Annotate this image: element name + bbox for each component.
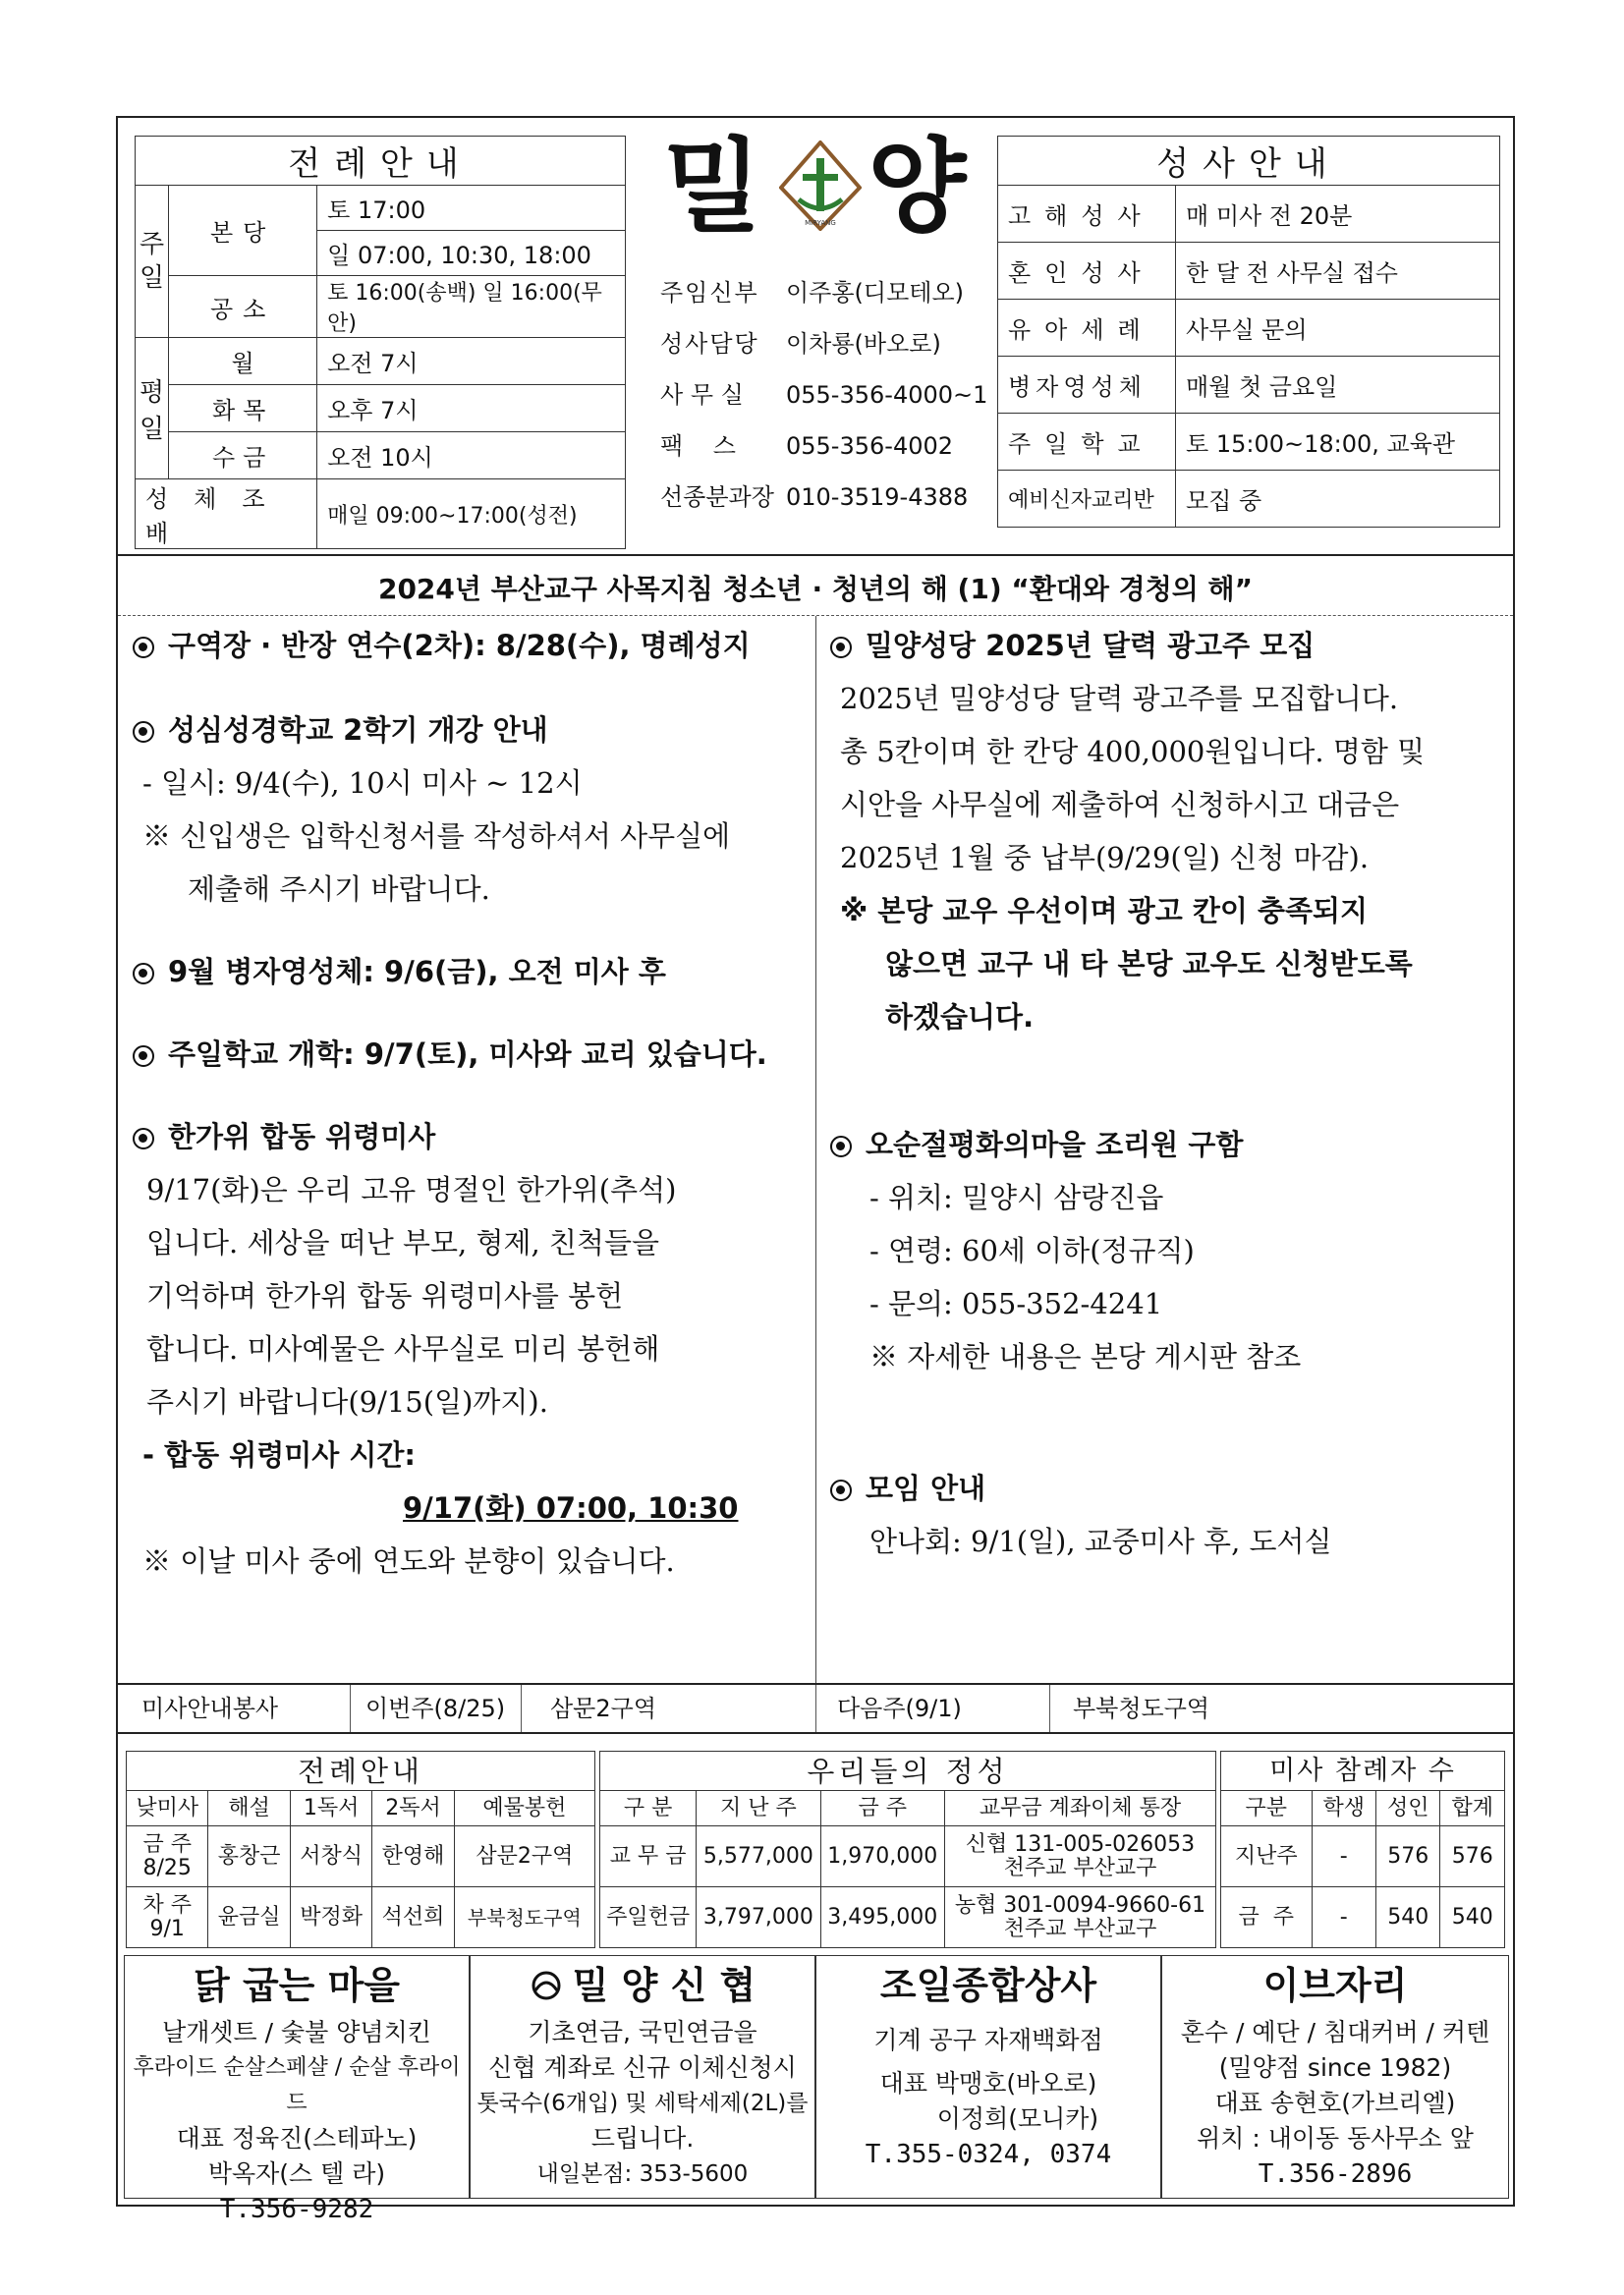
ad-hardware: 조일종합상사 기계 공구 자재백화점 대표 박맹호(바오로) 이정희(모니카) T.355-0324, 0374: [815, 1955, 1161, 2199]
sacrament-header: 성사안내: [998, 137, 1500, 186]
attendance-table: [1220, 1751, 1505, 1948]
table-row: 금 주 8/25 홍창근 서창식 한영해 삼문2구역: [127, 1826, 595, 1887]
bullet-icon: [133, 1128, 154, 1149]
notice-line: ※ 신입생은 입학신청서를 작성하셔서 사무실에: [142, 819, 731, 853]
notice-line: 하겠습니다.: [885, 1000, 1035, 1034]
notice-line: 2025년 밀양성당 달력 광고주를 모집합니다.: [840, 682, 1399, 715]
attendance-header: 미사 참례자 수: [1221, 1752, 1505, 1791]
sacrament-key: 혼인성사: [998, 243, 1176, 300]
table-row: 교 무 금 5,577,000 1,970,000 신협 131-005-026053 천주교 부산교구: [600, 1826, 1216, 1887]
ad-credit-union: 밀 양 신 협 기초연금, 국민연금을 신협 계좌로 신규 이체신청시 톳국수(6개입) 및 세탁세제(2L)를 드립니다. 내일본점: 353-5600: [470, 1955, 815, 2199]
church-emblem-icon: [779, 140, 862, 231]
wedfri-label: 수금: [169, 432, 317, 479]
bullet-icon: [830, 1480, 852, 1501]
offering-header: 우리들의 정성: [600, 1752, 1216, 1791]
bar-divider: [521, 1685, 522, 1732]
staff-info: [660, 267, 987, 523]
sponsor-ads: [118, 1955, 1513, 2224]
notice-heading: 9월 병자영성체: 9/6(금), 오전 미사 후: [133, 945, 811, 998]
sacrament-value: 사무실 문의: [1176, 300, 1500, 357]
table-row: 금 주 - 540 540: [1221, 1887, 1505, 1948]
adoration-label: 성체조배: [136, 479, 317, 549]
gongso-label: 공소: [169, 276, 317, 338]
liturgy-roster: [126, 1751, 595, 1948]
sacrament-value: 토 15:00~18:00, 교육관: [1176, 414, 1500, 471]
sacrament-key: 유아세례: [998, 300, 1176, 357]
attendance-col: 합계: [1440, 1791, 1505, 1826]
notice-line: - 연령: 60세 이하(정규직): [869, 1234, 1195, 1267]
main-church-label: 본당: [169, 186, 317, 276]
info-row: 주임신부 이주홍(디모테오): [660, 279, 965, 307]
offering-table: [599, 1751, 1216, 1948]
notice-heading: 성심성경학교 2학기 개강 안내: [133, 703, 811, 756]
notice-line: 9/17(화)은 우리 고유 명절인 한가위(추석): [146, 1173, 677, 1206]
tuethu-mass: 오후 7시: [317, 385, 626, 432]
weekday-label: 평일: [136, 338, 169, 479]
bar-divider: [815, 1685, 816, 1732]
roster-header: 전례안내: [127, 1752, 595, 1791]
notice-line: 시안을 사무실에 제출하여 신청하시고 대금은: [840, 788, 1400, 821]
roster-col: 해설: [208, 1791, 290, 1826]
info-row: 선종분과장 010-3519-4388: [660, 483, 969, 511]
sacrament-key: 예비신자교리반: [998, 471, 1176, 528]
notice-line: - 합동 위령미사 시간:: [142, 1438, 417, 1472]
next-week-group: 부북청도구역: [1073, 1695, 1210, 1722]
tuethu-label: 화목: [169, 385, 317, 432]
notice-line: 않으면 교구 내 타 본당 교우도 신청받도록: [885, 947, 1413, 980]
info-row: 사 무 실 055-356-4000~1: [660, 381, 988, 409]
offering-col: 구 분: [600, 1791, 697, 1826]
sacrament-key: 고해성사: [998, 186, 1176, 243]
sacrament-value: 모집 중: [1176, 471, 1500, 528]
sat-mass: 토 17:00: [317, 186, 626, 231]
attendance-col: 성인: [1375, 1791, 1439, 1826]
liturgy-header: 전례안내: [136, 137, 626, 186]
offering-col: 지 난 주: [697, 1791, 820, 1826]
bullet-icon: [133, 963, 154, 984]
this-week-group: 삼문2구역: [550, 1695, 657, 1722]
credit-union-icon: [530, 1971, 563, 2000]
notice-heading: 구역장 · 반장 연수(2차): 8/28(수), 명례성지: [133, 619, 811, 672]
this-week-label: 이번주(8/25): [365, 1695, 506, 1722]
notice-line: ※ 자세한 내용은 본당 게시판 참조: [869, 1340, 1302, 1373]
offering-col: 금 주: [820, 1791, 944, 1826]
ad-bedding: 이브자리 혼수 / 예단 / 침대커버 / 커텐 (밀양점 since 1982) 대표 송현호(가브리엘) 위치 : 내이동 동사무소 앞 T.356-2896: [1161, 1955, 1509, 2199]
info-row: 팩 스 055-356-4002: [660, 432, 954, 460]
info-row: 성사담당 이차룡(바오로): [660, 330, 941, 358]
notice-heading: 오순절평화의마을 조리원 구함: [830, 1118, 1508, 1171]
notice-line: 입니다. 세상을 떠난 부모, 형제, 친척들을: [146, 1226, 659, 1259]
bullet-icon: [830, 1136, 852, 1157]
memorial-mass-time: 9/17(화) 07:00, 10:30: [403, 1491, 739, 1525]
notice-line: 2025년 1월 중 납부(9/29(일) 신청 마감).: [840, 841, 1370, 874]
notice-line: - 문의: 055-352-4241: [869, 1287, 1163, 1320]
sacrament-value: 매월 첫 금요일: [1176, 357, 1500, 414]
notice-line: - 위치: 밀양시 삼랑진읍: [869, 1181, 1164, 1214]
notice-line: 안나회: 9/1(일), 교중미사 후, 도서실: [869, 1525, 1332, 1558]
column-divider: [815, 616, 816, 1683]
mass-guide-bar: [118, 1683, 1513, 1734]
notice-line: 기억하며 한가위 합동 위령미사를 봉헌: [146, 1279, 624, 1313]
notice-line: 합니다. 미사예물은 사무실로 미리 봉헌해: [146, 1332, 660, 1366]
notice-heading: 밀양성당 2025년 달력 광고주 모집: [830, 619, 1508, 672]
bullet-icon: [830, 637, 852, 658]
notice-line: 총 5칸이며 한 칸당 400,000원입니다. 명함 및: [840, 735, 1426, 768]
offering-col: 교무금 계좌이체 통장: [944, 1791, 1215, 1826]
roster-col: 낮미사: [127, 1791, 208, 1826]
table-row: 주일헌금 3,797,000 3,495,000 농협 301-0094-9660-61 천주교 부산교구: [600, 1887, 1216, 1948]
notice-heading: 한가위 합동 위령미사: [133, 1110, 811, 1163]
bullet-icon: [133, 1045, 154, 1067]
header-divider: [118, 554, 1513, 556]
notice-line: - 일시: 9/4(수), 10시 미사 ~ 12시: [142, 766, 583, 800]
notice-line: 주시기 바랍니다(9/15(일)까지).: [146, 1385, 548, 1419]
mon-label: 월: [169, 338, 317, 385]
pastoral-theme: 2024년 부산교구 사목지침 청소년 · 청년의 해 (1) “환대와 경청의 해”: [118, 564, 1513, 616]
notice-line: ※ 본당 교우 우선이며 광고 칸이 충족되지: [840, 894, 1368, 927]
mass-guide-label: 미사안내봉사: [141, 1695, 279, 1722]
bar-divider: [1049, 1685, 1050, 1732]
next-week-label: 다음주(9/1): [837, 1695, 962, 1722]
sacrament-value: 한 달 전 사무실 접수: [1176, 243, 1500, 300]
logo-char-right: 양: [868, 127, 967, 247]
sunday-label: 주일: [136, 186, 169, 338]
table-row: 차 주 9/1 윤금실 박정화 석선희 부북청도구역: [127, 1887, 595, 1948]
adoration-time: 매일 09:00~17:00(성전): [317, 479, 626, 549]
table-row: 지난주 - 576 576: [1221, 1826, 1505, 1887]
wedfri-mass: 오전 10시: [317, 432, 626, 479]
notice-line: 제출해 주시기 바랍니다.: [188, 872, 490, 906]
ad-chicken: 닭 굽는 마을 날개셋트 / 숯불 양념치킨 후라이드 순살스페샬 / 순살 후라이드 대표 정육진(스테파노) 박옥자(스 텔 라) T.356-9282: [124, 1955, 470, 2199]
notice-line: ※ 이날 미사 중에 연도와 분향이 있습니다.: [142, 1544, 675, 1578]
gongso-mass: 토 16:00(송백) 일 16:00(무안): [317, 276, 626, 338]
left-notices: [133, 619, 811, 1588]
logo-small-text: MIRYANG: [805, 219, 836, 227]
logo-char-left: 밀: [663, 127, 762, 247]
mon-mass: 오전 7시: [317, 338, 626, 385]
bullet-icon: [133, 637, 154, 658]
right-notices: [830, 619, 1508, 1568]
sun-mass: 일 07:00, 10:30, 18:00: [317, 231, 626, 276]
roster-col: 예물봉헌: [454, 1791, 594, 1826]
sacrament-box: [997, 136, 1500, 528]
attendance-col: 구분: [1221, 1791, 1313, 1826]
sacrament-key: 병자영성체: [998, 357, 1176, 414]
sacrament-value: 매 미사 전 20분: [1176, 186, 1500, 243]
bar-divider: [350, 1685, 351, 1732]
notice-heading: 모임 안내: [830, 1462, 1508, 1515]
liturgy-schedule-box: [135, 136, 626, 549]
notice-heading: 주일학교 개학: 9/7(토), 미사와 교리 있습니다.: [133, 1028, 811, 1081]
roster-col: 1독서: [290, 1791, 371, 1826]
sacrament-key: 주일학교: [998, 414, 1176, 471]
roster-col: 2독서: [372, 1791, 454, 1826]
parish-logo: [663, 127, 968, 251]
attendance-col: 학생: [1312, 1791, 1375, 1826]
bullet-icon: [133, 721, 154, 743]
